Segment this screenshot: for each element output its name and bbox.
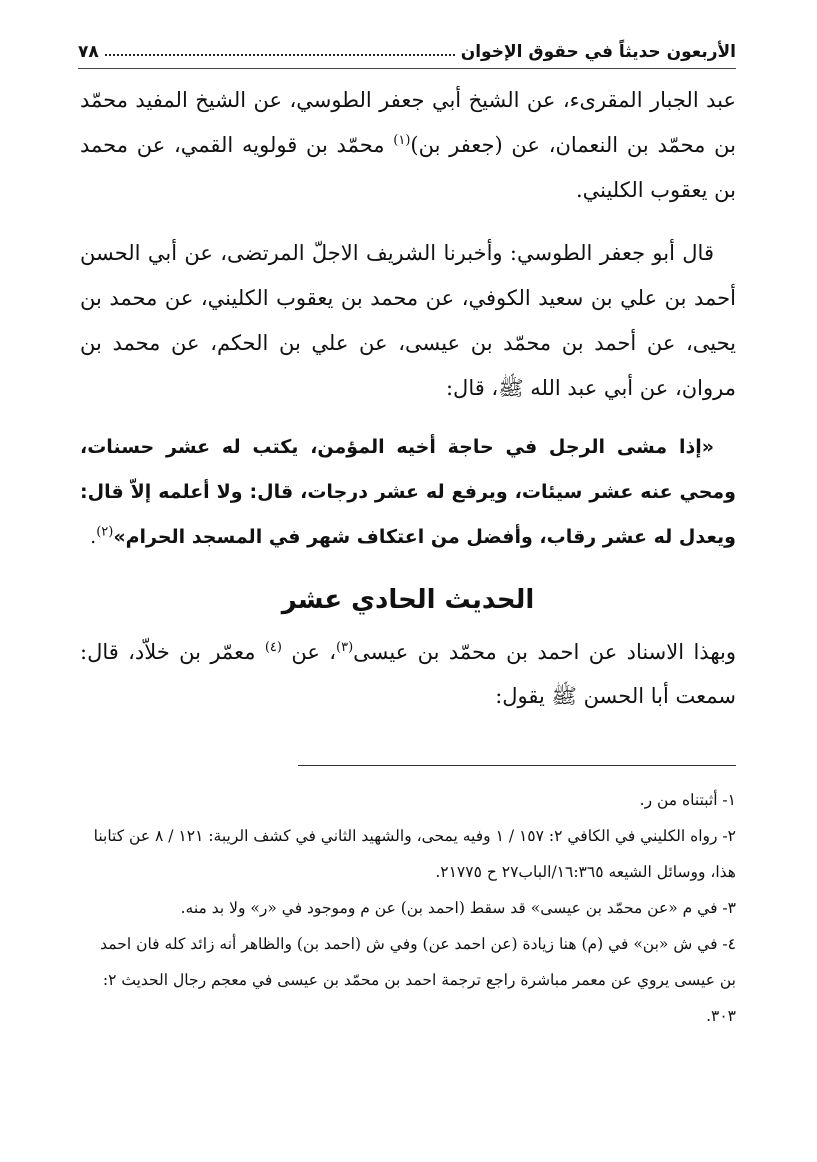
footnote-3: ٣- في م «عن محمّد بن عيسى» قد سقط (احمد بن) عن م وموجود في «ر» ولا بد منه. (180, 899, 736, 917)
footnote-divider (298, 765, 736, 766)
running-header-title: الأربعون حديثاً في حقوق الإخوان (460, 42, 736, 62)
header-leader-dots (105, 54, 455, 56)
section-paragraph: وبهذا الاسناد عن احمد بن محمّد بن عيسى$^{(٣)}$، عن $^{(٤)}$ معمّر بن خلاّد، قال: سمعت أبا الحسن ﷺ يقول: (80, 640, 736, 708)
footnote-4: ٤- في ش «بن» في (م) هنا زيادة (عن احمد عن) وفي ش (احمد بن) والظاهر أنه زائد كله فان احمد بن عيسى يروي عن معمر مباشرة راجع ترجمة احمد بن محمّد بن عيسى في معجم رجال الحديث ٢: ٣٠٣. (100, 935, 736, 1025)
footnote-ref-1: (١) (393, 133, 411, 148)
footnote-ref-4: (٤) (264, 640, 282, 655)
paragraph-chain-2: قال أبو جعفر الطوسي: وأخبرنا الشريف الاجلّ المرتضى، عن أبي الحسن أحمد بن علي بن سعيد الكوفي، عن محمد بن يعقوب الكليني، عن محمد بن يحيى، عن أحمد بن محمّد بن عيسى، عن علي بن الحكم، عن محمد بن مروان، عن أبي عبد الله ﷺ، قال: (80, 241, 736, 400)
footnote-ref-2: (٢) (96, 524, 114, 540)
header-divider (78, 68, 736, 69)
hadith-quote: «إذا مشى الرجل في حاجة أخيه المؤمن، يكتب له عشر حسنات، ومحي عنه عشر سيئات، ويرفع له عشر درجات، قال: ولا أعلمه إلاّ قال: ويعدل له عشر رقاب، وأفضل من اعتكاف شهر في المسجد الحرام»$^{(٢)}$. (80, 436, 736, 548)
running-header (78, 34, 736, 62)
section-text (80, 630, 736, 718)
footnote-1: ١- أثبتناه من ر. (639, 791, 736, 809)
main-text (80, 78, 736, 560)
page-number: ٧٨ (78, 42, 99, 62)
paragraph-chain-1: عبد الجبار المقرىء، عن الشيخ أبي جعفر الطوسي، عن الشيخ المفيد محمّد بن محمّد بن النعمان، عن (جعفر بن)$^{(١)}$ محمّد بن قولويه القمي، عن محمد بن يعقوب الكليني. (80, 88, 736, 202)
section-heading: الحديث الحادي عشر (281, 585, 535, 615)
footnotes (80, 782, 736, 1034)
footnote-ref-3: (٣) (336, 640, 354, 655)
footnote-2: ٢- رواه الكليني في الكافي ٢: ١٥٧ / ١ وفيه يمحى، والشهيد الثاني في كشف الريبة: ١٢١ / ٨ عن كتابنا هذا، ووسائل الشيعه ١٦:٣٦٥/الباب٢٧ ح ٢١٧٧٥. (93, 827, 736, 881)
